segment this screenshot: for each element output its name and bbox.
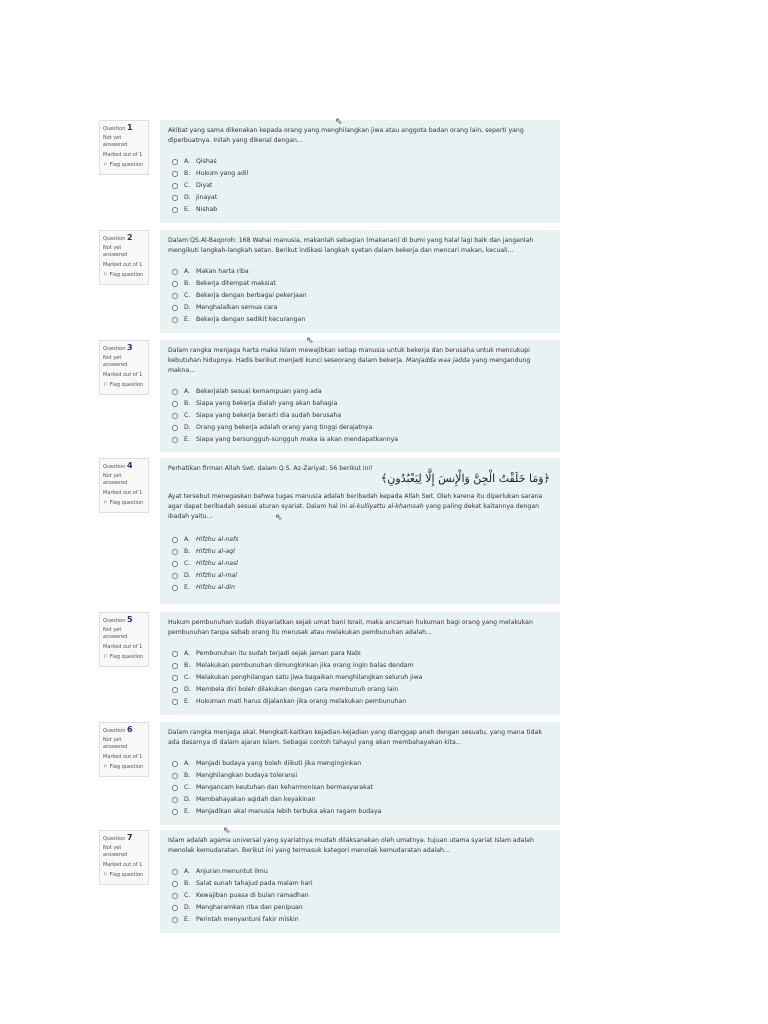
answer-option[interactable]: E. Perintah menyantuni fakir miskin [168, 914, 552, 926]
answer-option[interactable]: E. Nishab [168, 204, 552, 216]
radio-button[interactable] [172, 699, 178, 705]
question-info: Question 7 Not yet answered Marked out of 1 ⚐ Flag question [99, 830, 149, 885]
answer-option[interactable]: C. Hifzhu al-nasl [168, 558, 552, 570]
flag-icon: ⚐ [103, 654, 108, 660]
radio-button[interactable] [172, 317, 178, 323]
answer-option[interactable]: B. Bekerja ditempat maksiat [168, 278, 552, 290]
answer-option[interactable]: A. Anjuran menuntut ilmu [168, 866, 552, 878]
answer-option[interactable]: D. Jinayat [168, 192, 552, 204]
question-content [160, 230, 560, 333]
question-info: Question 2 Not yet answered Marked out of 1 ⚐ Flag question [99, 230, 149, 285]
radio-button[interactable] [172, 773, 178, 779]
radio-button[interactable] [172, 905, 178, 911]
question-content [160, 612, 560, 715]
question-state: Not yet answered [103, 737, 128, 750]
answer-option[interactable]: E. Bekerja dengan sedikit kecurangan [168, 314, 552, 326]
question-info: Question 3 Not yet answered Marked out of 1 ⚐ Flag question [99, 340, 149, 395]
question-number: 5 [126, 615, 133, 624]
flag-icon: ⚐ [103, 764, 108, 770]
question-number: 6 [126, 725, 133, 734]
flag-question-link[interactable]: ⚐ Flag question [103, 272, 144, 278]
question-mark: Marked out of 1 [103, 490, 143, 496]
radio-button[interactable] [172, 663, 178, 669]
mouse-cursor-icon: ⇖ [306, 336, 314, 346]
question-mark: Marked out of 1 [103, 644, 143, 650]
radio-button[interactable] [172, 183, 178, 189]
radio-button[interactable] [172, 537, 178, 543]
question-content [160, 722, 560, 825]
question-text: Hukum pembunuhan sudah disyariatkan sejak umat bani Israil, maka ancaman hukuman bagi orang yang melakukan pembunuhan tanpa sebab orang itu merusak atau melakukan pembunuhan adalah... [168, 619, 533, 636]
question-content [160, 458, 560, 604]
radio-button[interactable] [172, 413, 178, 419]
radio-button[interactable] [172, 195, 178, 201]
radio-button[interactable] [172, 305, 178, 311]
answer-option[interactable]: C. Kewajiban puasa di bulan ramadhan [168, 890, 552, 902]
answer-options [168, 758, 552, 818]
radio-button[interactable] [172, 675, 178, 681]
flag-question-link[interactable]: ⚐ Flag question [103, 382, 144, 388]
answer-option[interactable]: B. Hifzhu al-aql [168, 546, 552, 558]
radio-button[interactable] [172, 809, 178, 815]
question-state: Not yet answered [103, 135, 128, 148]
answer-options [168, 386, 552, 446]
radio-button[interactable] [172, 159, 178, 165]
answer-option[interactable]: D. Membela diri boleh dilakukan dengan cara membunuh orang lain [168, 684, 552, 696]
answer-option[interactable]: C. Mengancam keutuhan dan keharmonisan bermasyarakat [168, 782, 552, 794]
answer-options [168, 648, 552, 708]
answer-option[interactable]: B. Hukum yang adil [168, 168, 552, 180]
radio-button[interactable] [172, 171, 178, 177]
question-info: Question 4 Not yet answered Marked out of 1 ⚐ Flag question [99, 458, 149, 513]
answer-option[interactable]: B. Siapa yang bekerja dialah yang akan bahagia [168, 398, 552, 410]
answer-option[interactable]: B. Melakukan pembunuhan dimungkinkan jika orang ingin balas dendam [168, 660, 552, 672]
answer-option[interactable]: E. Hukuman mati harus dijalankan jika orang melakukan pembunuhan [168, 696, 552, 708]
answer-option[interactable]: D. Mengharamkan riba dan penipuan [168, 902, 552, 914]
radio-button[interactable] [172, 573, 178, 579]
question-number: 4 [126, 461, 133, 470]
answer-option[interactable]: A. Pembunuhan itu sudah terjadi sejak jaman para Nabi [168, 648, 552, 660]
answer-options [168, 866, 552, 926]
answer-option[interactable]: A. Hifzhu al-nafs [168, 534, 552, 546]
flag-icon: ⚐ [103, 272, 108, 278]
radio-button[interactable] [172, 207, 178, 213]
radio-button[interactable] [172, 401, 178, 407]
question-mark: Marked out of 1 [103, 754, 143, 760]
question-state: Not yet answered [103, 355, 128, 368]
question-state: Not yet answered [103, 245, 128, 258]
question-number: 1 [126, 123, 133, 132]
answer-option[interactable]: A. Bekerjalah sesuai kemampuan yang ada [168, 386, 552, 398]
radio-button[interactable] [172, 869, 178, 875]
flag-icon: ⚐ [103, 382, 108, 388]
question-info: Question 1 Not yet answered Marked out of 1 ⚐ Flag question [99, 120, 149, 175]
answer-option[interactable]: C. Siapa yang bekerja berarti dia sudah berusaha [168, 410, 552, 422]
question-content [160, 340, 560, 452]
answer-option[interactable]: C. Melakukan penghilangan satu jiwa bagaikan menghilangkan seluruh jiwa [168, 672, 552, 684]
answer-option[interactable]: E. Siapa yang bersungguh-sungguh maka ia akan mendapatkannya [168, 434, 552, 446]
answer-option[interactable]: D. Orang yang bekerja adalah orang yang tinggi derajatnya [168, 422, 552, 434]
answer-options [168, 534, 552, 594]
flag-question-link[interactable]: ⚐ Flag question [103, 500, 144, 506]
radio-button[interactable] [172, 561, 178, 567]
radio-button[interactable] [172, 893, 178, 899]
question-content [160, 830, 560, 933]
radio-button[interactable] [172, 425, 178, 431]
answer-option[interactable]: E. Menjadikan akal manusia lebih terbuka akan ragam budaya [168, 806, 552, 818]
answer-option[interactable]: C. Bekerja dengan berbagai pekerjaan [168, 290, 552, 302]
question-number: 2 [126, 233, 133, 242]
question-mark: Marked out of 1 [103, 262, 143, 268]
mouse-cursor-icon: ⇖ [275, 513, 283, 523]
question-text: Dalam QS.Al-Baqoroh: 168 Wahai manusia, makanlah sebagian (makanan) di bumi yang halal lagi baik dan janganlah mengikuti langkah-langkah setan. Berikut indikasi langkah syetan dalam bekerja dan mencari makan, kecuali... [168, 237, 534, 254]
flag-question-link[interactable]: ⚐ Flag question [103, 872, 144, 878]
question-state: Not yet answered [103, 473, 128, 486]
answer-option[interactable]: A. Menjadi budaya yang boleh diikuti jika menginginkan [168, 758, 552, 770]
question-text: Dalam rangka menjaga akal. Mengkait-kaitkan kejadian-kejadian yang dianggap aneh dengan sesuatu, yang mana tidak ada dasarnya di dalam ajaran Islam. Sebagai contoh tahayul yang akan membahayakan kita... [168, 729, 542, 746]
question-text: Islam adalah agama universal yang syariatnya mudah dilaksanakan oleh umatnya. tujuan utama syariat Islam adalah menolak kemudaratan. Berikut ini yang termasuk kategori menolak kemudaratan adalah... [168, 837, 534, 854]
flag-icon: ⚐ [103, 872, 108, 878]
flag-icon: ⚐ [103, 500, 108, 506]
radio-button[interactable] [172, 651, 178, 657]
question-info: Question 5 Not yet answered Marked out of 1 ⚐ Flag question [99, 612, 149, 667]
radio-button[interactable] [172, 281, 178, 287]
answer-option[interactable]: D. Menghalalkan semua cara [168, 302, 552, 314]
question-content [160, 120, 560, 223]
question-state: Not yet answered [103, 845, 128, 858]
radio-button[interactable] [172, 437, 178, 443]
question-info: Question 6 Not yet answered Marked out of 1 ⚐ Flag question [99, 722, 149, 777]
answer-option[interactable]: E. Hifzhu al-din [168, 582, 552, 594]
flag-question-link[interactable]: ⚐ Flag question [103, 162, 144, 168]
question-text-continued: Ayat tersebut menegaskan bahwa tugas manusia adalah beribadah kepada Allah Swt. Oleh karena itu diperlukan sarana agar dapat beribadah sesuai aturan syariat. Dalam hal ini al-kulliyattu al-khamsah yang paling dekat kaitannya dengan ibadah yaitu... [168, 493, 543, 520]
flag-icon: ⚐ [103, 162, 108, 168]
radio-button[interactable] [172, 549, 178, 555]
question-text: Perhatikan firman Allah Swt. dalam Q.S. Az-Zariyat: 56 berikut ini! [168, 465, 373, 472]
answer-option[interactable]: D. Membahayakan aqidah dan keyakinan [168, 794, 552, 806]
radio-button[interactable] [172, 269, 178, 275]
radio-button[interactable] [172, 881, 178, 887]
question-mark: Marked out of 1 [103, 372, 143, 378]
radio-button[interactable] [172, 917, 178, 923]
mouse-cursor-icon: ⇖ [223, 826, 231, 836]
question-mark: Marked out of 1 [103, 862, 143, 868]
mouse-cursor-icon: ⇖ [335, 117, 343, 127]
answer-option[interactable]: B. Menghilangkan budaya toleransi [168, 770, 552, 782]
question-text: Akibat yang sama dikenakan kepada orang yang menghilangkan jiwa atau anggota badan orang lain, seperti yang diperbuatnya. Inilah yang dikenal dengan... [168, 127, 524, 144]
question-state: Not yet answered [103, 627, 128, 640]
radio-button[interactable] [172, 761, 178, 767]
radio-button[interactable] [172, 785, 178, 791]
question-mark: Marked out of 1 [103, 152, 143, 158]
question-number: 7 [126, 833, 133, 842]
radio-button[interactable] [172, 687, 178, 693]
answer-option[interactable]: A. Makan harta riba [168, 266, 552, 278]
arabic-verse: ﴿وَمَا خَلَقْتُ الْجِنَّ وَالْإِنسَ إِلَّا لِيَعْبُدُونِ﴾ [380, 472, 550, 485]
question-number: 3 [126, 343, 133, 352]
answer-option[interactable]: B. Salat sunah tahajud pada malam hari [168, 878, 552, 890]
answer-option[interactable]: C. Diyat [168, 180, 552, 192]
radio-button[interactable] [172, 389, 178, 395]
answer-options [168, 266, 552, 326]
flag-question-link[interactable]: ⚐ Flag question [103, 654, 144, 660]
flag-question-link[interactable]: ⚐ Flag question [103, 764, 144, 770]
answer-option[interactable]: A. Qishas [168, 156, 552, 168]
answer-option[interactable]: D. Hifzhu al-mal [168, 570, 552, 582]
radio-button[interactable] [172, 797, 178, 803]
radio-button[interactable] [172, 293, 178, 299]
radio-button[interactable] [172, 585, 178, 591]
answer-options [168, 156, 552, 216]
question-text: Dalam rangka menjaga harta maka Islam mewajibkan setiap manusia untuk bekerja dan berusaha untuk mencukupi kebutuhan hidupnya. Hadis berikut menjadi kunci seseorang dalam bekerja. Manjadda waa jadda yang mengandung makna... [168, 347, 531, 374]
